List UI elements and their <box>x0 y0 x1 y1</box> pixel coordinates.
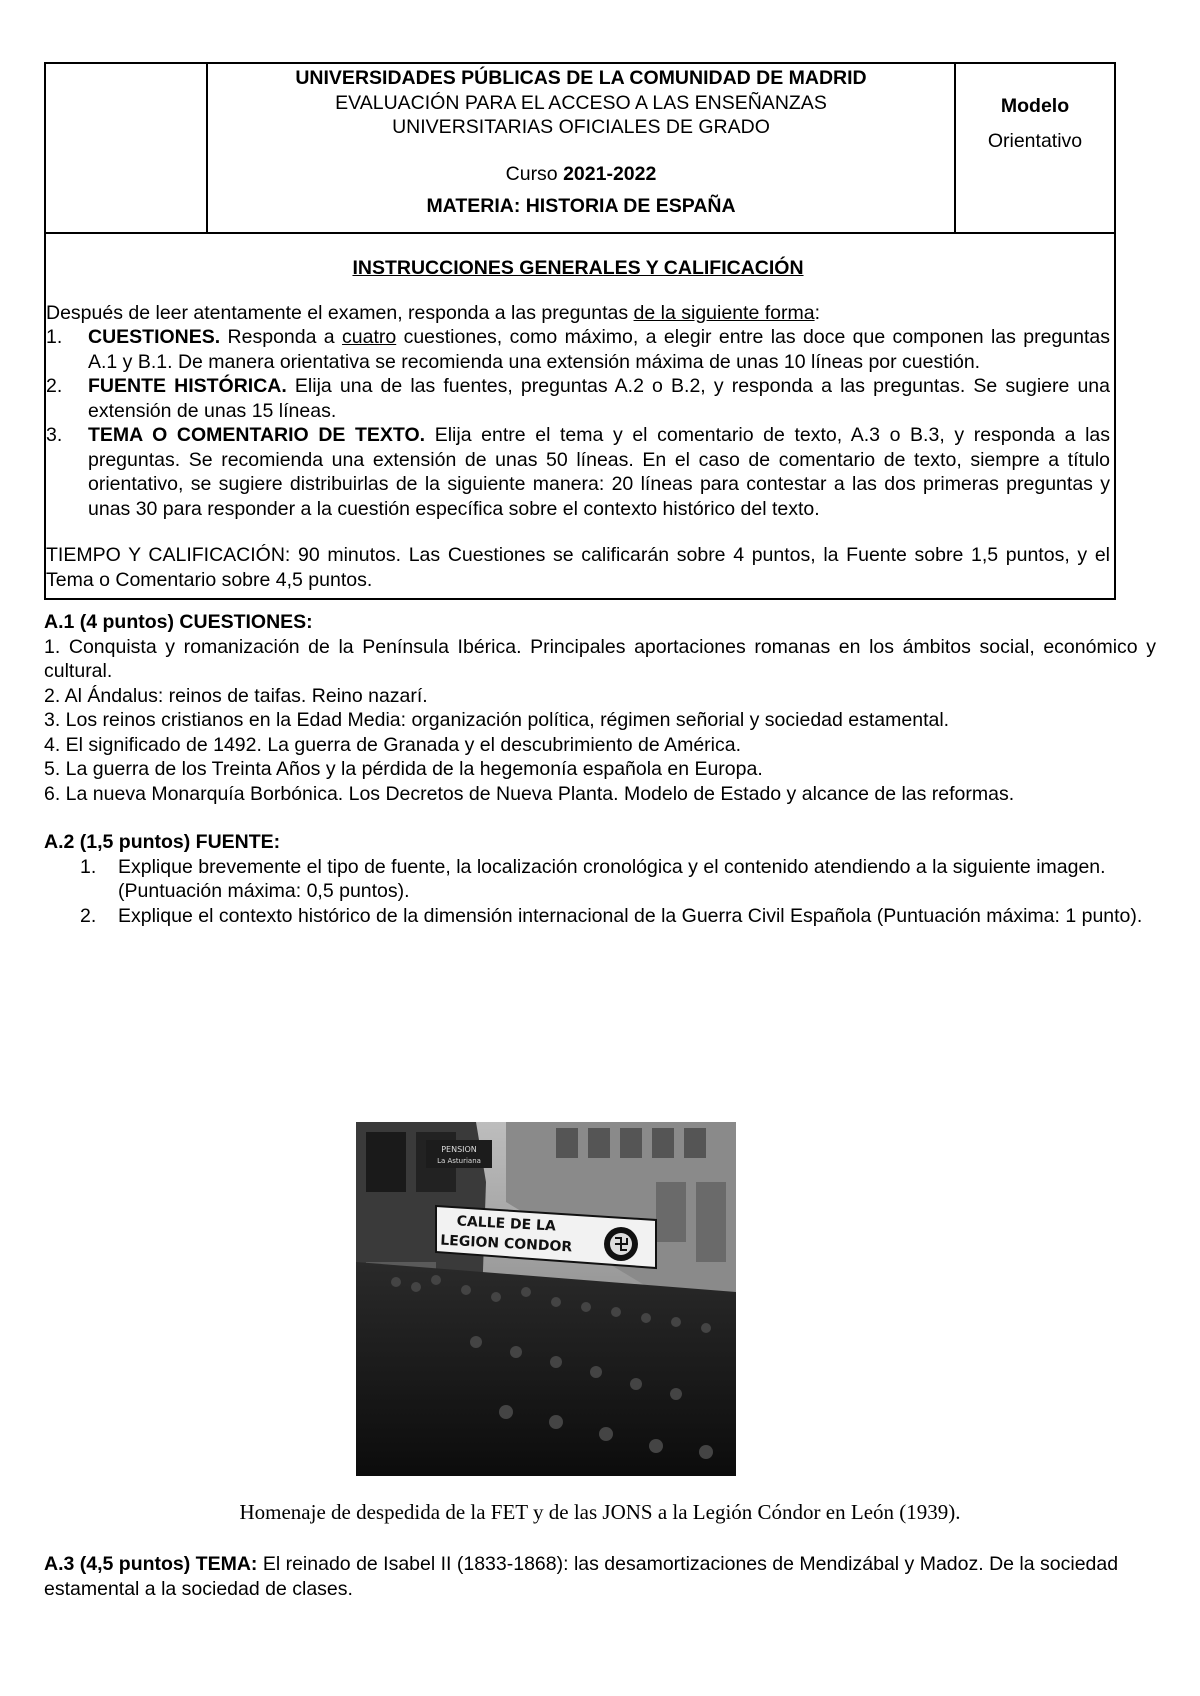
photo-caption: Homenaje de despedida de la FET y de las JONS a la Legión Cóndor en León (1939). <box>239 1500 961 1524</box>
banner-text: LEGION CONDOR <box>439 1232 573 1256</box>
pension-sign-text: PENSION <box>441 1145 477 1154</box>
section-a1 <box>44 610 1156 806</box>
instruction-item: 1. CUESTIONES. Responda a cuatro cuestiones, como máximo, a elegir entre las doce que componen las preguntas A.1 y B.1. De manera orientativa se recomienda una extensión máxima de unas 10 líneas por cuestión. <box>46 326 1110 373</box>
course-label: Curso <box>505 162 564 185</box>
a3-heading: A.3 (4,5 puntos) TEMA: <box>44 1553 258 1575</box>
header-logo-cell <box>46 64 208 232</box>
historical-photo <box>356 1122 736 1476</box>
header-title-cell <box>208 64 956 232</box>
course-year: 2021-2022 <box>563 162 657 185</box>
instructions-intro: Después de leer atentamente el examen, responda a las preguntas de la siguiente forma: <box>46 301 820 324</box>
pension-sign-text: La Asturiana <box>437 1157 481 1165</box>
header-model-cell <box>956 64 1114 232</box>
evaluation-line-1: EVALUACIÓN PARA EL ACCESO A LAS ENSEÑANZAS <box>335 91 827 114</box>
banner-text: CALLE DE LA <box>456 1213 557 1235</box>
instruction-item: 2. FUENTE HISTÓRICA. Elija una de las fuentes, preguntas A.2 o B.2, y responda a las preguntas. Se sugiere una extensión de unas 15 líneas. <box>46 375 1110 422</box>
university-title: UNIVERSIDADES PÚBLICAS DE LA COMUNIDAD DE MADRID <box>295 67 867 89</box>
model-type: Orientativo <box>987 129 1083 152</box>
section-a2 <box>44 830 1156 928</box>
a1-question: 5. La guerra de los Treinta Años y la pérdida de la hegemonía española en Europa. <box>44 758 763 780</box>
subject-title: MATERIA: HISTORIA DE ESPAÑA <box>426 195 736 217</box>
instructions-list <box>46 325 1110 521</box>
section-a3 <box>44 1552 1156 1601</box>
a2-item: 1. Explique brevemente el tipo de fuente, la localización cronológica y el contenido atendiendo a la siguiente imagen. (Puntuación máxima: 0,5 puntos). <box>80 855 1106 902</box>
a1-heading: A.1 (4 puntos) CUESTIONES: <box>44 611 313 633</box>
parade-photo-image <box>356 1122 736 1476</box>
header-row <box>46 64 1114 234</box>
course-line <box>208 162 954 187</box>
a1-question: 6. La nueva Monarquía Borbónica. Los Decretos de Nueva Planta. Modelo de Estado y alcance de las reformas. <box>44 782 1015 805</box>
instructions-title: INSTRUCCIONES GENERALES Y CALIFICACIÓN <box>352 257 804 279</box>
a1-question: 2. Al Ándalus: reinos de taifas. Reino nazarí. <box>44 684 428 707</box>
instruction-item: 3. TEMA O COMENTARIO DE TEXTO. Elija entre el tema y el comentario de texto, A.3 o B.3, y responda a las preguntas. Se recomienda una extensión de unas 50 líneas. En el caso de comentario de texto, siempre a título orientativo, se sugiere distribuirlas de la siguiente manera: 20 líneas para contestar a las dos primeras preguntas y unas 30 para responder a la cuestión específica sobre el contexto histórico del texto. <box>46 424 1111 520</box>
evaluation-line-2: UNIVERSITARIAS OFICIALES DE GRADO <box>392 116 770 138</box>
general-instructions <box>46 234 1114 598</box>
a1-question: 3. Los reinos cristianos en la Edad Media: organización política, régimen señorial y sociedad estamental. <box>44 709 950 731</box>
time-and-grading: TIEMPO Y CALIFICACIÓN: 90 minutos. Las Cuestiones se calificarán sobre 4 puntos, la Fuente sobre 1,5 puntos, y el Tema o Comentario sobre 4,5 puntos. <box>46 544 1110 591</box>
a2-item: 2. Explique el contexto histórico de la dimensión internacional de la Guerra Civil Española (Puntuación máxima: 1 punto). <box>80 904 1143 927</box>
a1-question: 4. El significado de 1492. La guerra de Granada y el descubrimiento de América. <box>44 733 742 756</box>
model-label: Modelo <box>1000 95 1070 117</box>
exam-page <box>44 62 1160 928</box>
a1-question: 1. Conquista y romanización de la Península Ibérica. Principales aportaciones romanas en los ámbitos social, económico y cultural. <box>44 635 1156 682</box>
a2-heading: A.2 (1,5 puntos) FUENTE: <box>44 831 281 853</box>
exam-header-box <box>44 62 1116 600</box>
a2-list <box>44 855 1156 929</box>
a3-text: El reinado de Isabel II (1833-1868): las desamortizaciones de Mendizábal y Madoz. De la sociedad estamental a la sociedad de clases. <box>44 1553 1119 1600</box>
